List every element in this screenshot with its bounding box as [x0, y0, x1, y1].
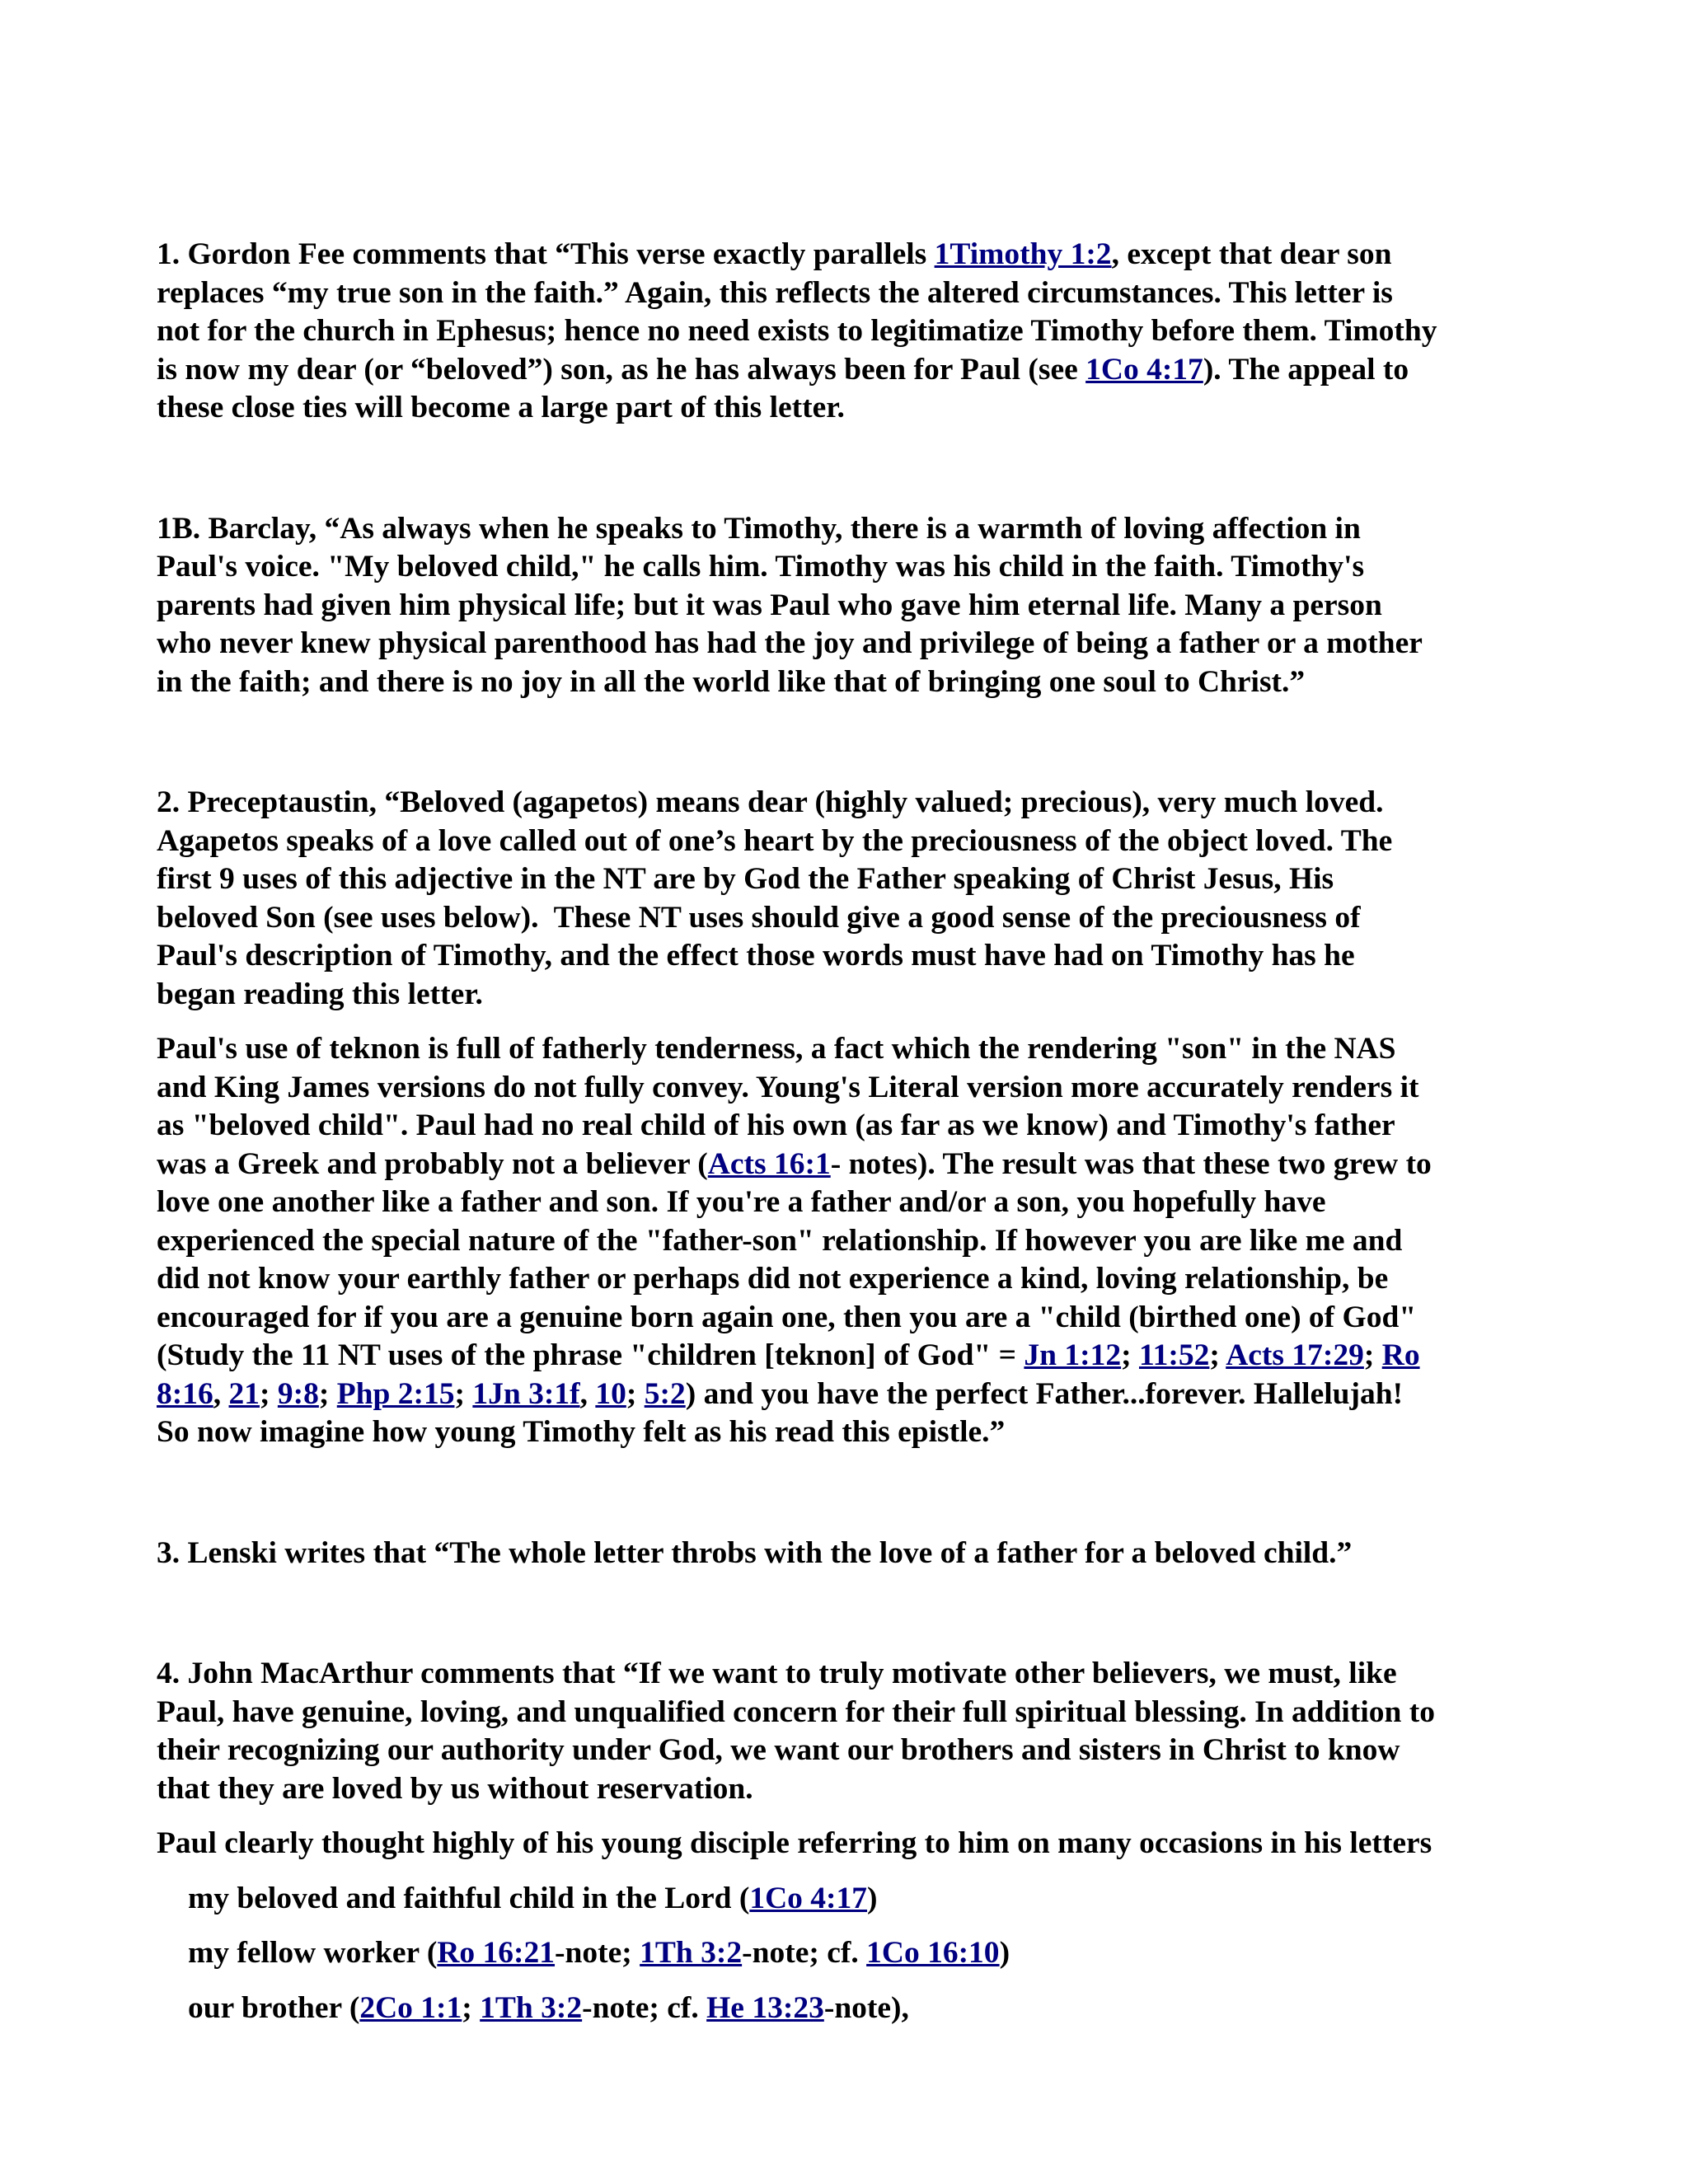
- link-acts-16-1[interactable]: Acts 16:1: [707, 1146, 831, 1181]
- list-item: [188, 1934, 1541, 1973]
- link-1th-3-2[interactable]: 1Th 3:2: [640, 1936, 743, 1970]
- spacer: [157, 1863, 1541, 1880]
- link-9-8[interactable]: 9:8: [277, 1376, 319, 1411]
- link-2co-1-1[interactable]: 2Co 1:1: [359, 1990, 462, 2025]
- link-jn-1-12[interactable]: Jn 1:12: [1024, 1338, 1122, 1372]
- link-1timothy-1-2[interactable]: 1Timothy 1:2: [934, 237, 1112, 271]
- text-span: 1. Gordon Fee comments that “This verse exactly parallels: [157, 237, 935, 271]
- text-line: parents had given him physical life; but it was Paul who gave him eternal life. Many a person: [157, 588, 1382, 622]
- text-line: experienced the special nature of the "father-son" relationship. If however you are like me and: [157, 1223, 1403, 1258]
- text-span: ;: [260, 1376, 278, 1411]
- text-span: , except that dear son: [1111, 237, 1392, 271]
- text-line: these close ties will become a large part of this letter.: [157, 391, 845, 424]
- text-line: did not know your earthly father or perhaps did not experience a kind, loving relationship, be: [157, 1262, 1389, 1296]
- text-span: ): [867, 1881, 878, 1915]
- spacer: [157, 1014, 1541, 1030]
- link-acts-17-29[interactable]: Acts 17:29: [1226, 1338, 1364, 1372]
- text-line: and King James versions do not fully convey. Young's Literal version more accurately renders it: [157, 1070, 1419, 1104]
- text-span: (Study the 11 NT uses of the phrase "children [teknon] of God" =: [157, 1338, 1025, 1372]
- spacer: [157, 1808, 1541, 1825]
- text-line: first 9 uses of this adjective in the NT are by God the Father speaking of Christ Jesus, His: [157, 862, 1334, 896]
- paragraph-lenski: [157, 1535, 1541, 1573]
- text-span: - notes). The result was that these two grew to: [830, 1146, 1432, 1181]
- text-span: ,: [579, 1376, 596, 1411]
- link-1th-3-2[interactable]: 1Th 3:2: [480, 1990, 583, 2025]
- text-line: [157, 1146, 1541, 1184]
- text-line: beloved Son (see uses below). These NT uses should give a good sense of the preciousness of: [157, 900, 1361, 935]
- text-line: 4. John MacArthur comments that “If we want to truly motivate other believers, we must, like: [157, 1657, 1397, 1690]
- text-line: [157, 1376, 1541, 1414]
- text-span: ): [999, 1936, 1010, 1970]
- text-span: ;: [454, 1376, 473, 1411]
- document-page: [157, 236, 1541, 2027]
- text-line: So now imagine how young Timothy felt as his read this epistle.”: [157, 1415, 1006, 1449]
- text-span: -note),: [823, 1990, 909, 2025]
- spacer: [157, 701, 1541, 784]
- link-1co-16-10[interactable]: 1Co 16:10: [866, 1936, 1000, 1970]
- references-list: [157, 1880, 1541, 2028]
- text-line: in the faith; and there is no joy in all the world like that of bringing one soul to Christ.”: [157, 664, 1306, 699]
- paragraph-macarthur: [157, 1655, 1541, 1808]
- text-line: Paul's voice. "My beloved child," he calls him. Timothy was his child in the faith. Timothy's: [157, 550, 1365, 583]
- spacer: [157, 428, 1541, 510]
- text-span: ;: [1209, 1338, 1226, 1372]
- text-line: began reading this letter.: [157, 977, 483, 1011]
- text-line: replaces “my true son in the faith.” Again, this reflects the altered circumstances. This letter is: [157, 275, 1393, 310]
- text-span: ). The appeal to: [1203, 352, 1409, 387]
- text-span: ;: [462, 1990, 481, 2025]
- spacer: [188, 1918, 1541, 1934]
- link-1co-4-17[interactable]: 1Co 4:17: [1085, 352, 1203, 387]
- spacer: [157, 1572, 1541, 1655]
- link-php-2-15[interactable]: Php 2:15: [336, 1376, 455, 1411]
- paragraph-barclay: [157, 510, 1541, 702]
- spacer: [157, 1452, 1541, 1535]
- text-span: ;: [1363, 1338, 1382, 1372]
- text-line: who never knew physical parenthood has had the joy and privilege of being a father or a mother: [157, 626, 1423, 660]
- text-span: my beloved and faithful child in the Lord (: [188, 1881, 750, 1915]
- link-10[interactable]: 10: [595, 1376, 626, 1411]
- link-1jn-3-1f[interactable]: 1Jn 3:1f: [472, 1376, 580, 1411]
- text-line: encouraged for if you are a genuine born again one, then you are a "child (birthed one) of God": [157, 1300, 1417, 1334]
- paragraph-fee: [157, 236, 1541, 428]
- text-span: ;: [1121, 1338, 1139, 1372]
- paragraph-paul-disciple: [157, 1825, 1541, 1863]
- link-ro-16-21[interactable]: Ro 16:21: [437, 1936, 556, 1970]
- text-span: ;: [318, 1376, 337, 1411]
- text-line: 1B. Barclay, “As always when he speaks to Timothy, there is a warmth of loving affection in: [157, 511, 1361, 546]
- text-line: not for the church in Ephesus; hence no need exists to legitimatize Timothy before them. Timothy: [157, 314, 1437, 348]
- text-span: my fellow worker (: [188, 1936, 438, 1970]
- text-line: Paul's description of Timothy, and the effect those words must have had on Timothy has he: [157, 939, 1355, 972]
- link-1co-4-17[interactable]: 1Co 4:17: [749, 1881, 868, 1915]
- text-line: as "beloved child". Paul had no real child of his own (as far as we know) and Timothy's father: [157, 1108, 1395, 1142]
- text-line: that they are loved by us without reservation.: [157, 1771, 753, 1806]
- text-span: -note; cf.: [742, 1936, 867, 1970]
- paragraph-preceptaustin: [157, 784, 1541, 1014]
- link-he-13-23[interactable]: He 13:23: [706, 1990, 824, 2025]
- text-span: ,: [213, 1376, 229, 1411]
- text-span: ;: [626, 1376, 645, 1411]
- text-line: [157, 351, 1541, 390]
- text-span: our brother (: [188, 1990, 360, 2025]
- text-line: 2. Preceptaustin, “Beloved (agapetos) means dear (highly valued; precious), very much loved.: [157, 785, 1384, 819]
- text-line: [157, 1337, 1541, 1376]
- list-item: [188, 1880, 1541, 1919]
- text-line: love one another like a father and son. If you're a father and/or a son, you hopefully have: [157, 1185, 1326, 1219]
- text-span: -note;: [555, 1936, 640, 1970]
- link-ro-8-16-part2[interactable]: 8:16: [157, 1376, 213, 1411]
- text-span: was a Greek and probably not a believer (: [157, 1146, 708, 1181]
- paragraph-teknon: [157, 1030, 1541, 1452]
- link-ro-8-16-part1[interactable]: Ro: [1381, 1338, 1420, 1372]
- text-line: Paul, have genuine, loving, and unqualified concern for their full spiritual blessing. In addition to: [157, 1694, 1435, 1729]
- link-21[interactable]: 21: [228, 1376, 260, 1411]
- spacer: [188, 1973, 1541, 1990]
- text-span: is now my dear (or “beloved”) son, as he has always been for Paul (see: [157, 352, 1086, 387]
- text-line: [157, 236, 1541, 274]
- text-span: ) and you have the perfect Father...forever. Hallelujah!: [685, 1376, 1404, 1411]
- text-line: Agapetos speaks of a love called out of one’s heart by the preciousness of the object loved. The: [157, 823, 1393, 858]
- text-line: Paul's use of teknon is full of fatherly tenderness, a fact which the rendering "son" in the NAS: [157, 1032, 1396, 1066]
- link-5-2[interactable]: 5:2: [644, 1376, 686, 1411]
- text-line: 3. Lenski writes that “The whole letter throbs with the love of a father for a beloved child.”: [157, 1535, 1353, 1570]
- text-line: their recognizing our authority under God, we want our brothers and sisters in Christ to know: [157, 1733, 1400, 1767]
- text-line: Paul clearly thought highly of his young disciple referring to him on many occasions in his letters: [157, 1826, 1432, 1860]
- list-item: [188, 1990, 1541, 2028]
- text-span: -note; cf.: [582, 1990, 707, 2025]
- link-11-52[interactable]: 11:52: [1138, 1338, 1210, 1372]
